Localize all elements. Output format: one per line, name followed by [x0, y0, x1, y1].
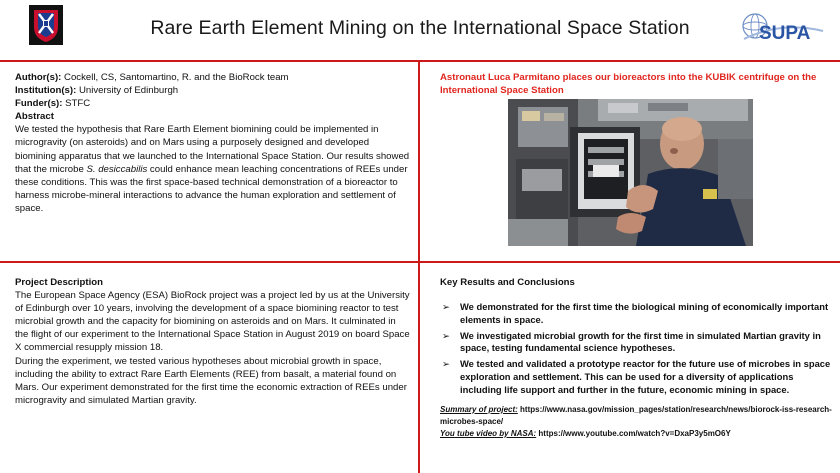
photo-panel [440, 71, 830, 97]
supa-logo [741, 9, 825, 49]
video-link[interactable]: https://www.youtube.com/watch?v=DxaP3y5mO6Y [538, 428, 731, 438]
authors-line [15, 71, 410, 84]
summary-label: Summary of project: [440, 404, 518, 414]
result-text: We demonstrated for the first time the biological mining of economically important elements in space. [460, 301, 829, 325]
abstract-text [15, 123, 410, 215]
astronaut-photo [508, 99, 753, 246]
arrow-bullet-icon: ➢ [442, 329, 450, 341]
top-divider [0, 60, 840, 62]
supa-logo-text: SUPA [759, 23, 811, 44]
video-link-line [440, 428, 832, 440]
result-item [440, 358, 832, 396]
vertical-divider [418, 60, 420, 473]
abstract-heading: Abstract [15, 111, 54, 123]
arrow-bullet-icon: ➢ [442, 301, 450, 313]
poster-header [0, 0, 840, 58]
result-item [440, 301, 832, 327]
project-heading: Project Description [15, 277, 103, 288]
results-heading: Key Results and Conclusions [440, 277, 575, 288]
university-crest-logo [29, 5, 63, 45]
project-paragraph-1: The European Space Agency (ESA) BioRock project was a project led by us at the University of Edinburgh over 10 years, involving the development of a space biomining reactor to test microbial growth and the capacity for biomining on asteroids and on Mars. It culminated in the flight of our experiment to the International Space Station in August 2019 on board Space X commercial resupply mission 18. [15, 290, 410, 354]
funder-label: Funder(s): [15, 98, 63, 110]
abstract-species: S. desiccabilis [86, 163, 148, 175]
poster-title: Rare Earth Element Mining on the International Space Station [150, 17, 690, 39]
institution-value: University of Edinburgh [78, 85, 179, 97]
project-description-panel [15, 276, 410, 407]
abstract-part-1: We tested the hypothesis that Rare Earth Element biomining could be implemented in microgravity (on asteroids) and on Mars using a purposely designed and developed biomining apparatus that we launched to the International Space Station. Our results showed that the microbe [15, 124, 410, 175]
summary-link-line [440, 404, 832, 428]
video-label: You tube video by NASA: [440, 428, 537, 438]
reference-links [440, 404, 832, 440]
summary-link[interactable]: https://www.nasa.gov/mission_pages/station/research/news/biorock-iss-research-microbes-space/ [440, 404, 832, 426]
result-text: We investigated microbial growth for the first time in simulated Martian gravity in space, testing fundamental science hypotheses. [460, 329, 821, 354]
funder-value: STFC [65, 98, 91, 110]
results-list [440, 301, 832, 397]
institution-label: Institution(s): [15, 85, 77, 97]
funder-line [15, 97, 410, 110]
institution-line [15, 84, 410, 97]
authors-abstract-panel [15, 71, 410, 215]
result-text: We tested and validated a prototype reactor for the future use of microbes in space exploration and settlement. This can be used for a diversity of applications including life support and further in the future, economic mining in space. [460, 358, 831, 395]
abstract-part-2: could enhance mean leaching concentrations of REEs under these conditions. This was the first space-based technical demonstration of a bioreactor to harness microbe-mineral interactions to advance the human exploration and settlement of space. [15, 163, 408, 214]
middle-divider [0, 261, 840, 263]
authors-value: Cockell, CS, Santomartino, R. and the BioRock team [64, 72, 289, 83]
photo-caption: Astronaut Luca Parmitano places our bioreactors into the KUBIK centrifuge on the International Space Station [440, 72, 817, 96]
result-item [440, 330, 832, 356]
arrow-bullet-icon: ➢ [442, 358, 450, 370]
key-results-panel [440, 276, 832, 440]
project-paragraph-2: During the experiment, we tested various hypotheses about microbial growth in space, including the ability to extract Rare Earth Elements (REE) from basalt, a material found on Mars. Our experiment demonstrated for the first time the economic extraction of REEs under microgravity and simulated Martian gravity. [15, 355, 407, 406]
authors-label: Author(s): [15, 72, 62, 83]
